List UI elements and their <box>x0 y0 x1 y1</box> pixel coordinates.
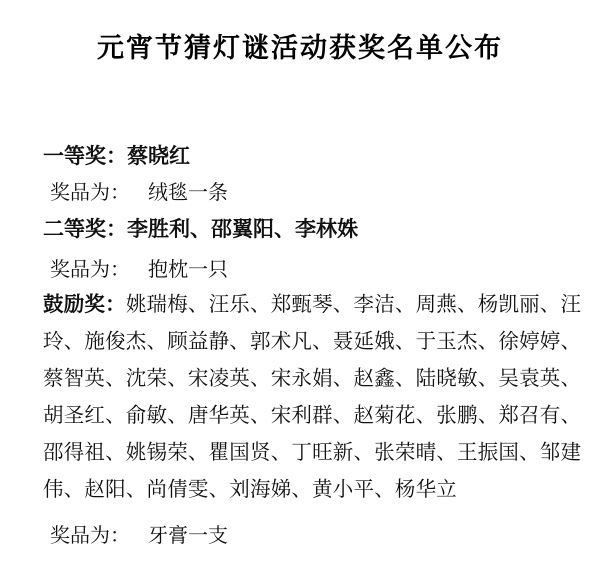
encouragement-line-3 <box>43 363 581 393</box>
first-prize-reward-line <box>50 177 228 207</box>
encouragement-names-6: 伟、赵阳、尚倩雯、刘海娣、黄小平、杨华立 <box>43 477 457 501</box>
encouragement-reward-item: 牙膏一支 <box>148 523 228 547</box>
encouragement-names-3: 蔡智英、沈荣、宋凌英、宋永娟、赵鑫、陆晓敏、吴袁英、 <box>43 366 582 390</box>
encouragement-label: 鼓励奖： <box>43 292 126 316</box>
encouragement-reward-line <box>50 520 228 550</box>
second-prize-reward-line <box>50 254 228 284</box>
first-prize-reward-label: 奖品为： <box>50 180 130 204</box>
second-prize-reward-label: 奖品为： <box>50 257 130 281</box>
page-title: 元宵节猜灯谜活动获奖名单公布 <box>97 33 503 64</box>
encouragement-line-4 <box>43 400 581 430</box>
first-prize-line <box>43 141 190 171</box>
encouragement-line-1 <box>43 289 581 319</box>
encouragement-line-2 <box>43 326 581 356</box>
second-prize-reward-item: 抱枕一只 <box>148 257 228 281</box>
first-prize-reward-item: 绒毯一条 <box>148 180 228 204</box>
second-prize-line <box>43 214 358 244</box>
encouragement-names-4: 胡圣红、俞敏、唐华英、宋利群、赵菊花、张鹏、郑召有、 <box>43 403 582 427</box>
encouragement-reward-label: 奖品为： <box>50 523 130 547</box>
encouragement-names-2: 玲、施俊杰、顾益静、郭术凡、聂延娥、于玉杰、徐婷婷、 <box>43 329 582 353</box>
encouragement-names-5: 邵得祖、姚锡荣、瞿国贤、丁旺新、张荣晴、王振国、邹建 <box>43 440 582 464</box>
encouragement-line-5 <box>43 437 581 467</box>
encouragement-names-1: 姚瑞梅、汪乐、郑甄琴、李洁、周燕、杨凯丽、汪 <box>125 292 582 316</box>
first-prize-label: 一等奖： <box>43 143 127 168</box>
first-prize-winners: 蔡晓红 <box>127 143 190 168</box>
second-prize-winners: 李胜利、邵翼阳、李林姝 <box>127 216 358 241</box>
second-prize-label: 二等奖： <box>43 216 127 241</box>
encouragement-line-6 <box>43 474 457 504</box>
